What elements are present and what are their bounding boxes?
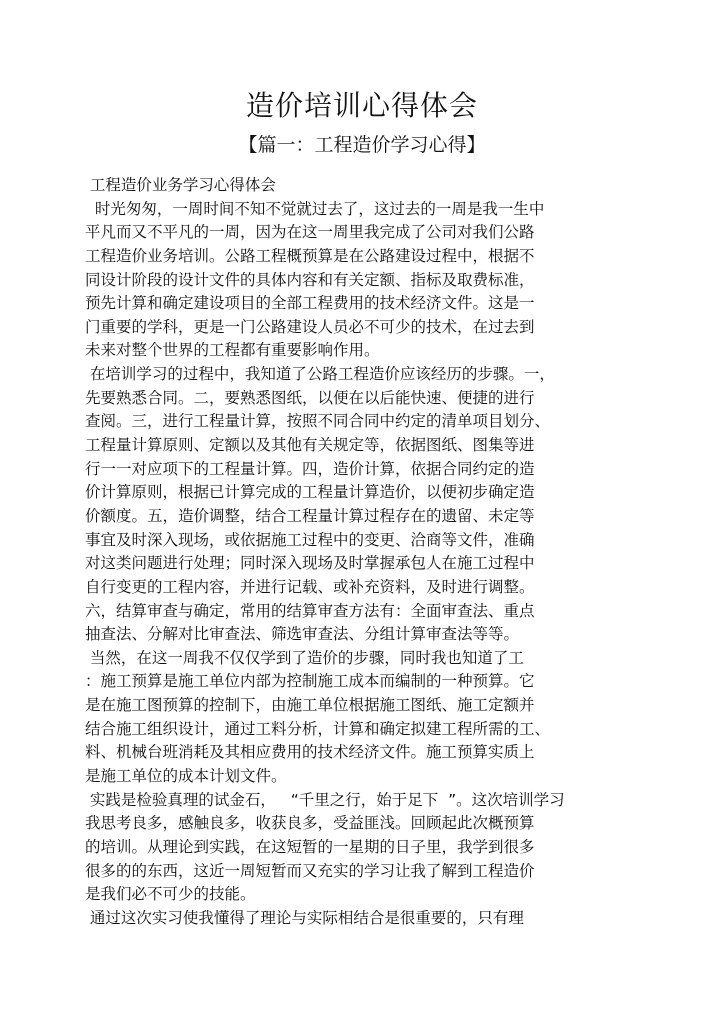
text-line: 查阅。三，进行工程量计算，按照不同合同中约定的清单项目划分、 bbox=[85, 412, 551, 431]
text-line: 对这类问题进行处理；同时深入现场及时掌握承包人在施工过程中 bbox=[85, 554, 535, 573]
text-line: 很多的的东西，这近一周短暂而又充实的学习让我了解到工程造价 bbox=[85, 861, 535, 880]
text-line: 是施工单位的成本计划文件。 bbox=[85, 767, 287, 786]
text-line: 实践是检验真理的试金石， “千里之行，始于足下 ”。这次培训学习 bbox=[85, 790, 565, 809]
text-line: 我思考良多，感触良多，收获良多，受益匪浅。回顾起此次概预算 bbox=[85, 814, 535, 833]
document-body bbox=[85, 174, 645, 931]
text-line: 价计算原则，根据已计算完成的工程量计算造价，以便初步确定造 bbox=[85, 483, 535, 502]
text-line: 未来对整个世界的工程都有重要影响作用。 bbox=[85, 341, 380, 360]
text-line: 是在施工图预算的控制下，由施工单位根据施工图纸、施工定额并 bbox=[85, 696, 535, 715]
text-line: 自行变更的工程内容，并进行记载、或补充资料，及时进行调整。 bbox=[85, 577, 535, 596]
text-line: 的培训。从理论到实践，在这短暂的一星期的日子里，我学到很多 bbox=[85, 837, 535, 856]
text-line: 门重要的学科，更是一门公路建设人员必不可少的技术，在过去到 bbox=[85, 317, 535, 336]
text-line: 平凡而又不平凡的一周，因为在这一周里我完成了公司对我们公路 bbox=[85, 223, 535, 242]
document-subtitle: 【篇一：工程造价学习心得】 bbox=[238, 134, 486, 156]
text-line: 工程造价业务培训。公路工程概预算是在公路建设过程中，根据不 bbox=[85, 246, 535, 265]
text-line: 结合施工组织设计，通过工料分析，计算和确定拟建工程所需的工、 bbox=[85, 719, 551, 738]
text-line: 行一一对应项下的工程量计算。四，造价计算，依据合同约定的造 bbox=[85, 459, 535, 478]
text-line: 是我们必不可少的技能。 bbox=[85, 885, 256, 904]
document-title: 造价培训心得体会 bbox=[245, 89, 478, 122]
text-line: 六，结算审查与确定，常用的结算审查方法有：全面审查法、重点 bbox=[85, 601, 535, 620]
text-line: 事宜及时深入现场，或依据施工过程中的变更、洽商等文件，准确 bbox=[85, 530, 535, 549]
text-line: 预先计算和确定建设项目的全部工程费用的技术经济文件。这是一 bbox=[85, 294, 535, 313]
text-line: 抽查法、分解对比审查法、筛选审查法、分组计算审查法等等。 bbox=[85, 625, 520, 644]
text-line: 工程造价业务学习心得体会 bbox=[85, 176, 276, 194]
text-line: 当然，在这一周我不仅仅学到了造价的步骤，同时我也知道了工 bbox=[85, 648, 524, 667]
text-line: 通过这次实习使我懂得了理论与实际相结合是很重要的，只有理 bbox=[85, 908, 524, 927]
text-line: 工程量计算原则、定额以及其他有关规定等，依据图纸、图集等进 bbox=[85, 436, 535, 455]
text-line: 同设计阶段的设计文件的具体内容和有关定额、指标及取费标准， bbox=[85, 270, 535, 289]
text-line: 在培训学习的过程中，我知道了公路工程造价应该经历的步骤。一， bbox=[85, 365, 555, 384]
text-line: 价额度。五，造价调整，结合工程量计算过程存在的遗留、未定等 bbox=[85, 506, 535, 525]
text-line: 料、机械台班消耗及其相应费用的技术经济文件。施工预算实质上 bbox=[85, 743, 535, 762]
text-line: 先要熟悉合同。二，要熟悉图纸，以便在以后能快速、便捷的进行 bbox=[85, 388, 535, 407]
text-line: ：施工预算是施工单位内部为控制施工成本而编制的一种预算。它 bbox=[85, 672, 535, 691]
text-line: 时光匆匆，一周时间不知不觉就过去了，这过去的一周是我一生中 bbox=[85, 199, 545, 218]
